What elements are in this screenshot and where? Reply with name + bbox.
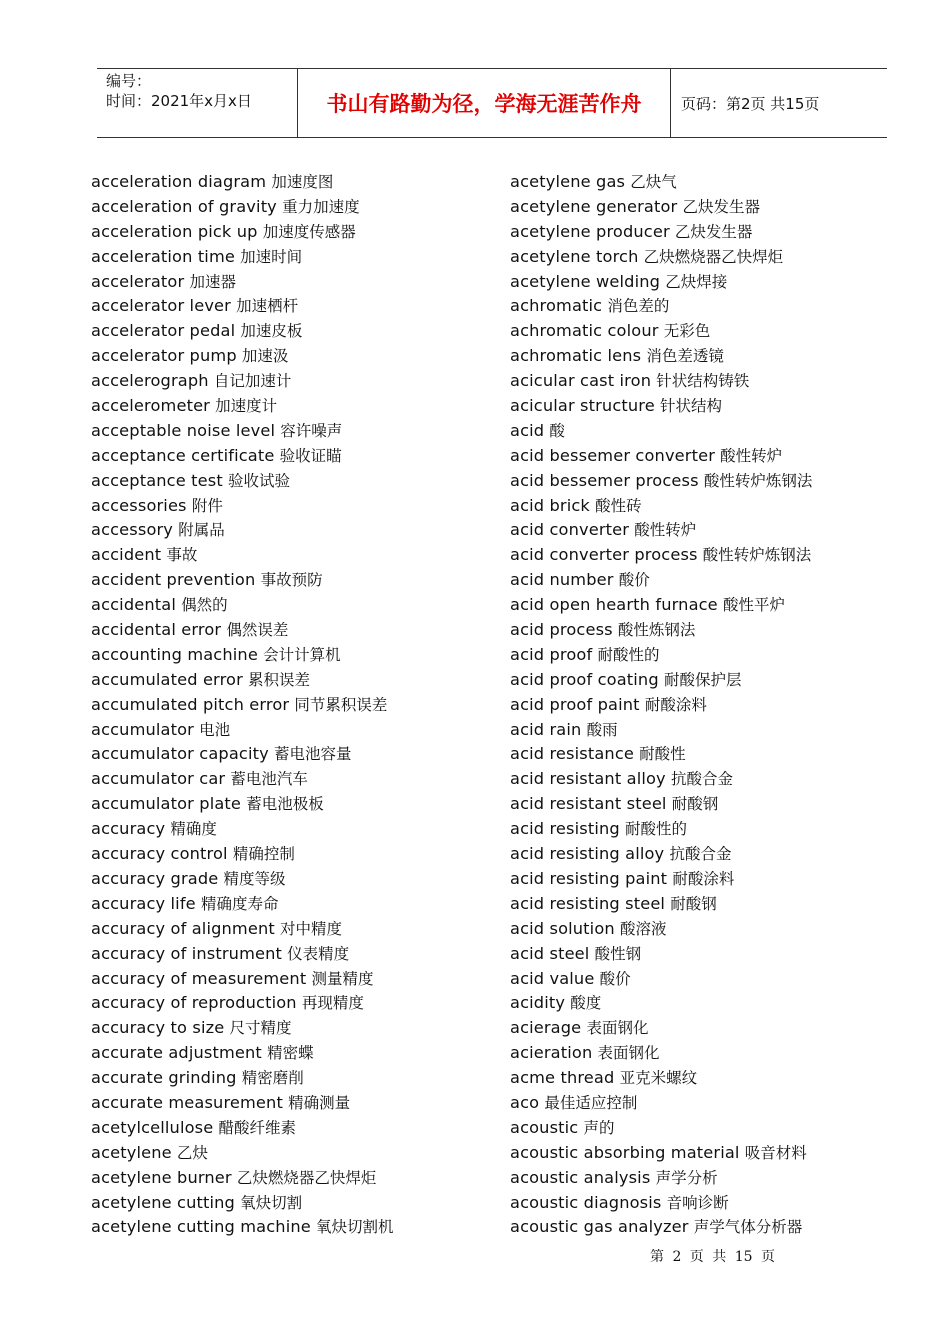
glossary-entry	[510, 991, 910, 1016]
entry-translation: 蓄电池极板	[246, 795, 324, 814]
entry-translation: 精度等级	[223, 869, 286, 888]
glossary-entry	[91, 967, 496, 992]
entry-term: acme thread	[510, 1068, 615, 1088]
entry-term: accelerator pump	[91, 346, 237, 366]
entry-translation: 电池	[199, 720, 231, 739]
entry-term: accident prevention	[91, 570, 256, 590]
entry-translation: 附属品	[178, 521, 225, 540]
entry-translation: 酸性转炉	[634, 521, 697, 540]
glossary-column-right	[510, 170, 910, 1240]
entry-translation: 耐酸涂料	[644, 695, 707, 714]
entry-term: acid bessemer process	[510, 470, 699, 490]
glossary-entry	[510, 618, 910, 643]
glossary-entry	[510, 693, 910, 718]
entry-term: acid	[510, 420, 545, 440]
glossary-entry	[91, 518, 496, 543]
glossary-entry	[91, 892, 496, 917]
entry-term: acid resistance	[510, 744, 634, 764]
entry-term: acicular structure	[510, 396, 655, 416]
entry-translation: 测量精度	[311, 969, 374, 988]
page-footer: 第 2 页 共 15 页	[650, 1249, 775, 1265]
entry-term: acid converter process	[510, 545, 698, 565]
entry-translation: 乙炔气	[630, 173, 677, 191]
glossary-entry	[91, 718, 496, 743]
entry-term: acceptance certificate	[91, 445, 275, 465]
entry-term: accuracy control	[91, 844, 228, 864]
entry-translation: 对中精度	[280, 919, 343, 938]
glossary-entry	[91, 1191, 496, 1216]
entry-translation: 耐酸涂料	[672, 869, 735, 888]
entry-term: acceleration of gravity	[91, 196, 277, 216]
entry-translation: 声的	[583, 1118, 615, 1137]
glossary-entry	[510, 643, 910, 668]
entry-term: achromatic colour	[510, 321, 659, 341]
entry-translation: 氧炔切割	[240, 1193, 303, 1212]
glossary-entry	[510, 319, 910, 344]
entry-translation: 酸价	[599, 969, 631, 988]
glossary-entry	[91, 494, 496, 519]
entry-term: acid converter	[510, 520, 630, 540]
entry-translation: 尺寸精度	[229, 1019, 292, 1038]
glossary-entry	[91, 220, 496, 245]
entry-translation: 精确度寿命	[200, 894, 279, 913]
entry-term: accumulated pitch error	[91, 694, 290, 714]
entry-term: acid open hearth furnace	[510, 595, 718, 615]
entry-translation: 自记加速计	[213, 372, 292, 391]
glossary-entry	[510, 817, 910, 842]
glossary-entry	[510, 892, 910, 917]
entry-translation: 加速汲	[241, 347, 289, 366]
glossary-entry	[510, 419, 910, 444]
glossary-entry	[91, 593, 496, 618]
entry-term: accurate grinding	[91, 1068, 237, 1088]
entry-translation: 加速时间	[240, 247, 303, 266]
glossary-entry	[91, 618, 496, 643]
entry-translation: 乙炔焊接	[665, 272, 728, 291]
glossary-entry	[510, 220, 910, 245]
glossary-entry	[91, 543, 496, 568]
entry-translation: 声学气体分析器	[693, 1218, 803, 1237]
glossary-entry	[91, 270, 496, 295]
glossary-entry	[91, 1091, 496, 1116]
glossary-entry	[91, 1215, 496, 1240]
entry-translation: 吸音材料	[744, 1143, 807, 1162]
glossary-entry	[510, 170, 910, 195]
entry-term: accumulator plate	[91, 794, 242, 814]
entry-translation: 耐酸性	[639, 745, 686, 764]
glossary-entry	[91, 195, 496, 220]
entry-translation: 酸性炼钢法	[617, 621, 696, 640]
entry-term: accuracy of alignment	[91, 918, 275, 938]
entry-translation: 精密磨削	[241, 1069, 304, 1088]
entry-term: acid proof coating	[510, 669, 659, 689]
entry-translation: 酸溶液	[619, 919, 667, 938]
entry-term: acetylene torch	[510, 246, 639, 266]
glossary-entry	[510, 792, 910, 817]
entry-term: accelerator lever	[91, 296, 231, 316]
document-number-label: 编号：	[106, 72, 152, 90]
entry-translation: 耐酸性的	[597, 645, 660, 664]
entry-translation: 累积误差	[248, 670, 311, 689]
header-meta	[97, 69, 298, 137]
glossary-entry	[91, 1041, 496, 1066]
entry-term: acetylene generator	[510, 196, 678, 216]
entry-translation: 附件	[191, 496, 223, 515]
entry-translation: 耐酸钢	[671, 795, 719, 814]
glossary-entry	[510, 369, 910, 394]
entry-translation: 精确测量	[288, 1093, 351, 1112]
entry-term: acceleration time	[91, 246, 235, 266]
glossary-entry	[510, 270, 910, 295]
entry-term: acceptance test	[91, 470, 223, 490]
glossary-entry	[91, 294, 496, 319]
glossary-entry	[91, 444, 496, 469]
glossary-entry	[91, 419, 496, 444]
entry-translation: 酸雨	[586, 720, 618, 739]
glossary-entry	[91, 767, 496, 792]
glossary-entry	[91, 170, 496, 195]
entry-term: acid proof	[510, 644, 593, 664]
entry-term: acetylene burner	[91, 1167, 232, 1187]
glossary-entry	[510, 1116, 910, 1141]
entry-term: accessories	[91, 495, 187, 515]
entry-translation: 酸度	[570, 994, 602, 1013]
entry-term: accurate adjustment	[91, 1043, 262, 1063]
entry-translation: 乙炔发生器	[674, 222, 753, 241]
entry-translation: 加速器	[189, 272, 236, 291]
entry-translation: 酸	[549, 421, 565, 440]
glossary-entry	[91, 867, 496, 892]
entry-term: accidental	[91, 595, 176, 615]
entry-term: acid value	[510, 968, 595, 988]
entry-translation: 表面钢化	[597, 1044, 660, 1063]
entry-term: acid brick	[510, 495, 590, 515]
document-time-label: 时间：2021年x月x日	[106, 92, 252, 110]
glossary-entry	[91, 344, 496, 369]
entry-translation: 加速皮板	[240, 322, 303, 341]
entry-term: acid steel	[510, 943, 590, 963]
entry-term: accumulator car	[91, 769, 226, 789]
glossary-entry	[510, 1066, 910, 1091]
entry-term: accumulator	[91, 719, 194, 739]
entry-translation: 加速栖杆	[236, 297, 299, 316]
entry-translation: 容许噪声	[280, 421, 343, 440]
glossary-entry	[510, 718, 910, 743]
entry-translation: 耐酸钢	[670, 894, 717, 913]
entry-term: acoustic analysis	[510, 1167, 651, 1187]
entry-translation: 重力加速度	[282, 197, 360, 216]
entry-term: accounting machine	[91, 644, 258, 664]
entry-translation: 耐酸保护层	[663, 670, 742, 689]
glossary-entry	[510, 568, 910, 593]
glossary-column-left	[91, 170, 496, 1240]
glossary-entry	[91, 1066, 496, 1091]
entry-term: accelerator	[91, 271, 185, 291]
entry-term: acid proof paint	[510, 694, 640, 714]
glossary-entry	[510, 294, 910, 319]
entry-term: acieration	[510, 1043, 593, 1063]
entry-translation: 表面钢化	[586, 1019, 649, 1038]
glossary-entry	[91, 991, 496, 1016]
entry-translation: 乙炔发生器	[682, 197, 760, 216]
entry-term: acetylene welding	[510, 271, 661, 291]
entry-translation: 氧炔切割机	[316, 1218, 394, 1237]
glossary-entry	[510, 344, 910, 369]
entry-translation: 事故	[166, 546, 198, 565]
glossary-entry	[510, 1191, 910, 1216]
entry-translation: 验收试验	[227, 471, 290, 490]
entry-translation: 事故预防	[260, 571, 323, 590]
entry-translation: 乙炔	[176, 1143, 208, 1162]
entry-term: accuracy grade	[91, 868, 219, 888]
glossary-entry	[91, 469, 496, 494]
glossary-entry	[510, 767, 910, 792]
entry-translation: 酸性平炉	[722, 596, 785, 615]
glossary-entry	[91, 693, 496, 718]
glossary-entry	[510, 742, 910, 767]
glossary-entry	[510, 842, 910, 867]
entry-translation: 酸性转炉炼钢法	[703, 471, 813, 490]
entry-translation: 再现精度	[301, 994, 364, 1013]
header-motto: 书山有路勤为径，学海无涯苦作舟	[298, 69, 671, 137]
glossary-entry	[510, 394, 910, 419]
entry-term: acid process	[510, 620, 613, 640]
entry-term: acid bessemer converter	[510, 445, 715, 465]
entry-term: accumulated error	[91, 669, 243, 689]
glossary-entry	[91, 942, 496, 967]
entry-translation: 针状结构铸铁	[656, 372, 750, 391]
entry-term: accuracy of reproduction	[91, 993, 297, 1013]
entry-term: acid number	[510, 570, 614, 590]
glossary-entry	[91, 1016, 496, 1041]
entry-translation: 针状结构	[660, 397, 723, 416]
entry-term: acid resisting steel	[510, 893, 666, 913]
entry-translation: 精密蝶	[267, 1044, 314, 1063]
glossary-entry	[510, 668, 910, 693]
glossary-entry	[510, 1041, 910, 1066]
entry-term: accuracy of instrument	[91, 943, 283, 963]
glossary-entry	[91, 369, 496, 394]
entry-term: acid resistant alloy	[510, 769, 666, 789]
entry-term: acoustic diagnosis	[510, 1192, 662, 1212]
glossary-entry	[510, 967, 910, 992]
entry-translation: 声学分析	[655, 1168, 718, 1187]
entry-term: acetylene gas	[510, 172, 626, 191]
glossary-entry	[510, 245, 910, 270]
entry-translation: 乙炔燃烧器乙快焊炬	[643, 247, 784, 266]
entry-translation: 精确控制	[232, 845, 295, 864]
glossary-entry	[91, 792, 496, 817]
entry-translation: 消色差的	[607, 297, 670, 316]
entry-term: achromatic	[510, 296, 603, 316]
entry-term: accurate measurement	[91, 1092, 283, 1112]
entry-translation: 蓄电池汽车	[230, 770, 308, 789]
entry-term: acierage	[510, 1018, 582, 1038]
glossary-entry	[91, 742, 496, 767]
entry-term: acidity	[510, 993, 566, 1013]
entry-translation: 偶然的	[181, 596, 228, 615]
glossary-entry	[510, 494, 910, 519]
glossary-entry	[510, 593, 910, 618]
entry-term: accident	[91, 545, 162, 565]
glossary-entry	[510, 1016, 910, 1041]
entry-term: accuracy to size	[91, 1018, 225, 1038]
entry-translation: 仪表精度	[287, 944, 350, 963]
entry-term: acoustic	[510, 1117, 579, 1137]
entry-term: acetylene	[91, 1142, 172, 1162]
glossary-entry	[91, 319, 496, 344]
glossary-entry	[510, 543, 910, 568]
entry-term: acid resisting paint	[510, 868, 668, 888]
glossary-entry	[91, 643, 496, 668]
entry-translation: 偶然误差	[226, 621, 289, 640]
entry-translation: 抗酸合金	[669, 845, 732, 864]
glossary-entry	[91, 1141, 496, 1166]
entry-term: acetylene producer	[510, 221, 670, 241]
glossary-entry	[510, 1141, 910, 1166]
glossary-entry	[510, 1166, 910, 1191]
entry-term: accuracy	[91, 819, 166, 839]
entry-term: acceleration pick up	[91, 221, 258, 241]
entry-term: acetylene cutting machine	[91, 1217, 311, 1237]
entry-translation: 加速度计	[215, 397, 278, 416]
glossary-entry	[91, 568, 496, 593]
entry-term: achromatic lens	[510, 346, 642, 366]
page-header	[97, 68, 887, 138]
glossary-entry	[91, 245, 496, 270]
glossary-entry	[91, 917, 496, 942]
entry-term: acid resisting alloy	[510, 844, 665, 864]
entry-term: acceptable noise level	[91, 420, 276, 440]
glossary-entry	[510, 1215, 910, 1240]
entry-translation: 精确度	[170, 820, 217, 839]
entry-term: acid solution	[510, 918, 615, 938]
entry-term: acid rain	[510, 719, 582, 739]
entry-translation: 酸性砖	[595, 496, 642, 515]
header-page-info: 页码：第2页 共15页	[681, 94, 820, 113]
glossary-entry	[510, 195, 910, 220]
glossary-entry	[91, 394, 496, 419]
entry-term: aco	[510, 1092, 540, 1112]
entry-term: acetylcellulose	[91, 1117, 214, 1137]
entry-term: acoustic gas analyzer	[510, 1217, 689, 1237]
glossary-entry	[510, 942, 910, 967]
glossary-entry	[510, 867, 910, 892]
entry-translation: 消色差透镜	[646, 347, 724, 366]
glossary-entry	[91, 1116, 496, 1141]
entry-translation: 同节累积误差	[294, 695, 388, 714]
entry-term: acetylene cutting	[91, 1192, 235, 1212]
entry-term: acid resisting	[510, 819, 620, 839]
glossary-entry	[91, 817, 496, 842]
entry-term: accessory	[91, 520, 174, 540]
entry-translation: 加速度传感器	[262, 222, 356, 241]
entry-term: accelerometer	[91, 396, 210, 416]
entry-translation: 最佳适应控制	[544, 1093, 638, 1112]
glossary-entry	[510, 917, 910, 942]
glossary-entry	[91, 842, 496, 867]
entry-term: accidental error	[91, 620, 222, 640]
entry-translation: 酸性转炉	[720, 446, 783, 465]
glossary-entry	[510, 469, 910, 494]
entry-translation: 酸价	[618, 571, 650, 590]
glossary-entry	[91, 668, 496, 693]
entry-term: acicular cast iron	[510, 371, 652, 391]
entry-translation: 验收证瞄	[279, 446, 342, 465]
entry-translation: 乙炔燃烧器乙快焊炬	[236, 1168, 377, 1187]
entry-term: accumulator capacity	[91, 744, 269, 764]
entry-translation: 会计计算机	[263, 645, 341, 664]
entry-term: accelerograph	[91, 371, 209, 391]
entry-translation: 音响诊断	[666, 1193, 729, 1212]
entry-translation: 亚克米螺纹	[619, 1069, 698, 1088]
glossary-entry	[510, 1091, 910, 1116]
entry-translation: 加速度图	[271, 173, 334, 191]
entry-translation: 酸性转炉炼钢法	[702, 546, 812, 565]
entry-translation: 蓄电池容量	[273, 745, 352, 764]
glossary-entry	[510, 518, 910, 543]
entry-term: accuracy of measurement	[91, 968, 307, 988]
entry-translation: 抗酸合金	[670, 770, 733, 789]
entry-translation: 酸性钢	[594, 944, 642, 963]
entry-term: acoustic absorbing material	[510, 1142, 740, 1162]
entry-translation: 耐酸性的	[625, 820, 688, 839]
glossary-entry	[510, 444, 910, 469]
entry-translation: 醋酸纤维素	[218, 1118, 297, 1137]
entry-term: acceleration diagram	[91, 172, 267, 191]
entry-term: acid resistant steel	[510, 794, 667, 814]
glossary-entry	[91, 1166, 496, 1191]
entry-translation: 无彩色	[663, 322, 711, 341]
entry-term: accelerator pedal	[91, 321, 236, 341]
entry-term: accuracy life	[91, 893, 196, 913]
